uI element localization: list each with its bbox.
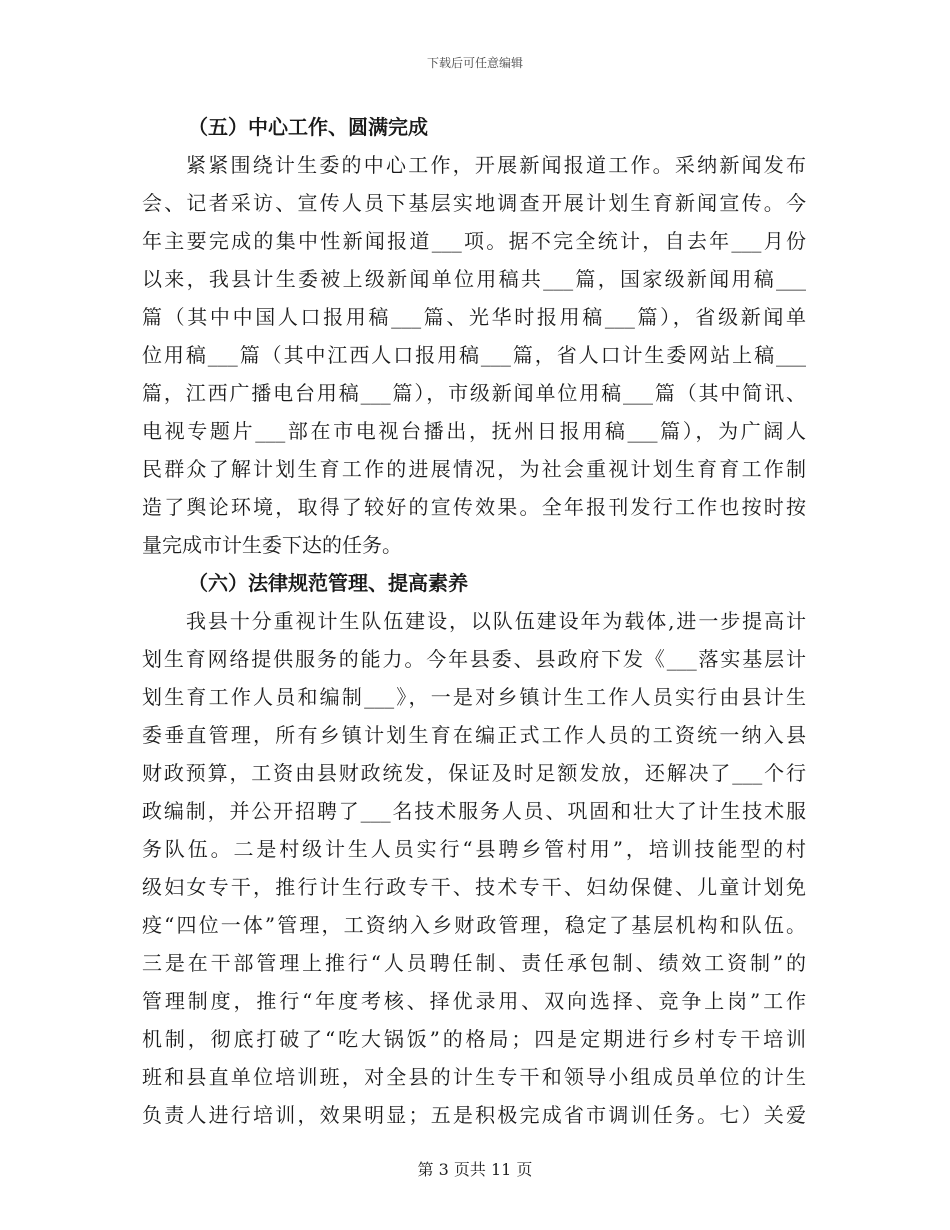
document-body	[142, 108, 806, 1134]
section-heading-6: （六）法律规范管理、提高素养	[188, 571, 468, 595]
page-header: 下载后可任意编辑	[426, 56, 523, 70]
paragraph-line: 级妇女专干，推行计生行政专干、技术专干、妇幼保健、儿童计划免	[142, 875, 806, 899]
paragraph-line: 造了舆论环境，取得了较好的宣传效果。全年报刊发行工作也按时按	[142, 495, 806, 519]
paragraph-line: 位用稿___篇（其中江西人口报用稿___篇，省人口计生委网站上稿___	[142, 343, 806, 367]
paragraph-line: 财政预算，工资由县财政统发，保证及时足额发放，还解决了___个行	[142, 761, 806, 785]
paragraph-line: 机制，彻底打破了“吃大锅饭”的格局；四是定期进行乡村专干培训	[142, 1027, 806, 1051]
paragraph-line: 电视专题片___部在市电视台播出，抚州日报用稿___篇），为广阔人	[142, 419, 806, 443]
paragraph-line: 年主要完成的集中性新闻报道___项。据不完全统计，自去年___月份	[142, 229, 806, 253]
paragraph-line: 篇（其中中国人口报用稿___篇、光华时报用稿___篇），省级新闻单	[142, 305, 806, 329]
paragraph-line: 务队伍。二是村级计生人员实行“县聘乡管村用”，培训技能型的村	[142, 837, 806, 861]
page-number-footer: 第 3 页共 11 页	[417, 1160, 533, 1179]
paragraph-line: 政编制，并公开招聘了___名技术服务人员、巩固和壮大了计生技术服	[142, 799, 806, 823]
paragraph-line: 委垂直管理，所有乡镇计划生育在编正式工作人员的工资统一纳入县	[142, 723, 806, 747]
paragraph-line: 划生育网络提供服务的能力。今年县委、县政府下发《___落实基层计	[142, 647, 806, 671]
paragraph-line: 会、记者采访、宣传人员下基层实地调查开展计划生育新闻宣传。今	[142, 191, 806, 215]
paragraph-line: 疫“四位一体”管理，工资纳入乡财政管理，稳定了基层机构和队伍。	[142, 913, 806, 937]
paragraph-line: 三是在干部管理上推行“人员聘任制、责任承包制、绩效工资制”的	[142, 951, 806, 975]
section-heading-5: （五）中心工作、圆满完成	[188, 115, 428, 139]
paragraph-line: 班和县直单位培训班，对全县的计生专干和领导小组成员单位的计生	[142, 1065, 806, 1089]
paragraph-line: 紧紧围绕计生委的中心工作，开展新闻报道工作。采纳新闻发布	[186, 153, 806, 177]
paragraph-line: 量完成市计生委下达的任务。	[142, 533, 402, 557]
paragraph-line: 篇，江西广播电台用稿___篇），市级新闻单位用稿___篇（其中简讯、	[142, 381, 806, 405]
paragraph-line: 管理制度，推行“年度考核、择优录用、双向选择、竞争上岗”工作	[142, 989, 806, 1013]
paragraph-line: 划生育工作人员和编制___》，一是对乡镇计生工作人员实行由县计生	[142, 685, 806, 709]
paragraph-line: 民群众了解计划生育工作的进展情况，为社会重视计划生育育工作制	[142, 457, 806, 481]
paragraph-line: 我县十分重视计生队伍建设，以队伍建设年为载体,进一步提高计	[186, 609, 806, 633]
paragraph-line: 以来，我县计生委被上级新闻单位用稿共___篇，国家级新闻用稿___	[142, 267, 806, 291]
paragraph-line: 负责人进行培训，效果明显；五是积极完成省市调训任务。七）关爱	[142, 1103, 806, 1127]
